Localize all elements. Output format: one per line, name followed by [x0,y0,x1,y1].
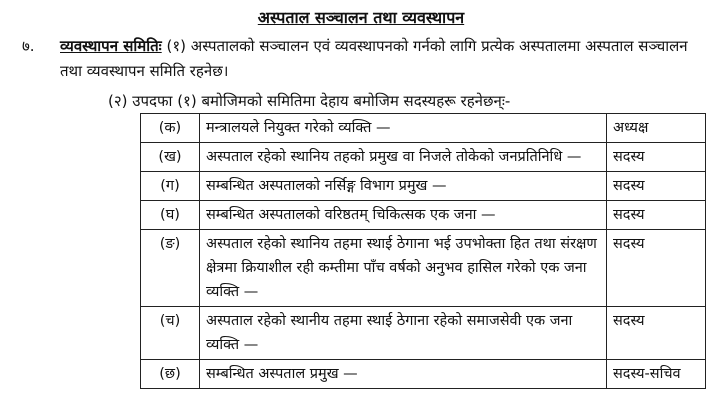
member-role: सदस्य [607,172,706,201]
member-letter: (ग) [141,172,200,201]
member-role: सदस्य [607,143,706,172]
section-heading: अस्पताल सञ्चालन तथा व्यवस्थापन [257,8,465,27]
section-title: व्यवस्थापन समितिः [60,37,162,55]
member-letter: (घ) [141,201,200,230]
table-row [141,230,706,307]
member-description: सम्बन्धित अस्पताल प्रमुख — [200,360,607,389]
member-role: सदस्य [607,201,706,230]
member-role: अध्यक्ष [607,114,706,143]
section-number: ७. [22,37,35,55]
member-description: मन्त्रालयले नियुक्त गरेको व्यक्ति — [200,114,607,143]
member-letter: (क) [141,114,200,143]
committee-members-table [140,113,706,389]
member-letter: (छ) [141,360,200,389]
table-row [141,307,706,360]
table-row [141,201,706,230]
subsection-1-paragraph [60,34,712,84]
member-role: सदस्य [607,307,706,360]
member-letter: (च) [141,307,200,360]
table-row [141,360,706,389]
table-row [141,143,706,172]
member-description: सम्बन्धित अस्पतालको वरिष्ठतम् चिकित्सक एक जना — [200,201,607,230]
member-description: अस्पताल रहेको स्थानिय तहको प्रमुख वा निजले तोकेको जनप्रतिनिधि — [200,143,607,172]
member-role: सदस्य-सचिव [607,360,706,389]
member-description: अस्पताल रहेको स्थानीय तहमा स्थाई ठेगाना रहेको समाजसेवी एक जना व्यक्ति — [200,307,607,360]
member-role: सदस्य [607,230,706,307]
table-row [141,114,706,143]
member-description: अस्पताल रहेको स्थानिय तहमा स्थाई ठेगाना भई उपभोक्ता हित तथा संरक्षण क्षेत्रमा क्रियाशील रही कम्तीमा पाँच वर्षको अनुभव हासिल गरेको एक जना व्यक्ति — [200,230,607,307]
member-letter: (ङ) [141,230,200,307]
subsection-1-text: (१) अस्पतालको सञ्चालन एवं व्यवस्थापनको गर्नको लागि प्रत्येक अस्पतालमा अस्पताल सञ्चालन तथा व्यवस्थापन समिति रहनेछ। [60,37,688,80]
member-letter: (ख) [141,143,200,172]
member-description: सम्बन्धित अस्पतालको नर्सिङ्ग विभाग प्रमुख — [200,172,607,201]
subsection-2-paragraph: (२) उपदफा (१) बमोजिमको समितिमा देहाय बमोजिम सदस्यहरू रहनेछन्ः- [108,92,511,110]
table-row [141,172,706,201]
